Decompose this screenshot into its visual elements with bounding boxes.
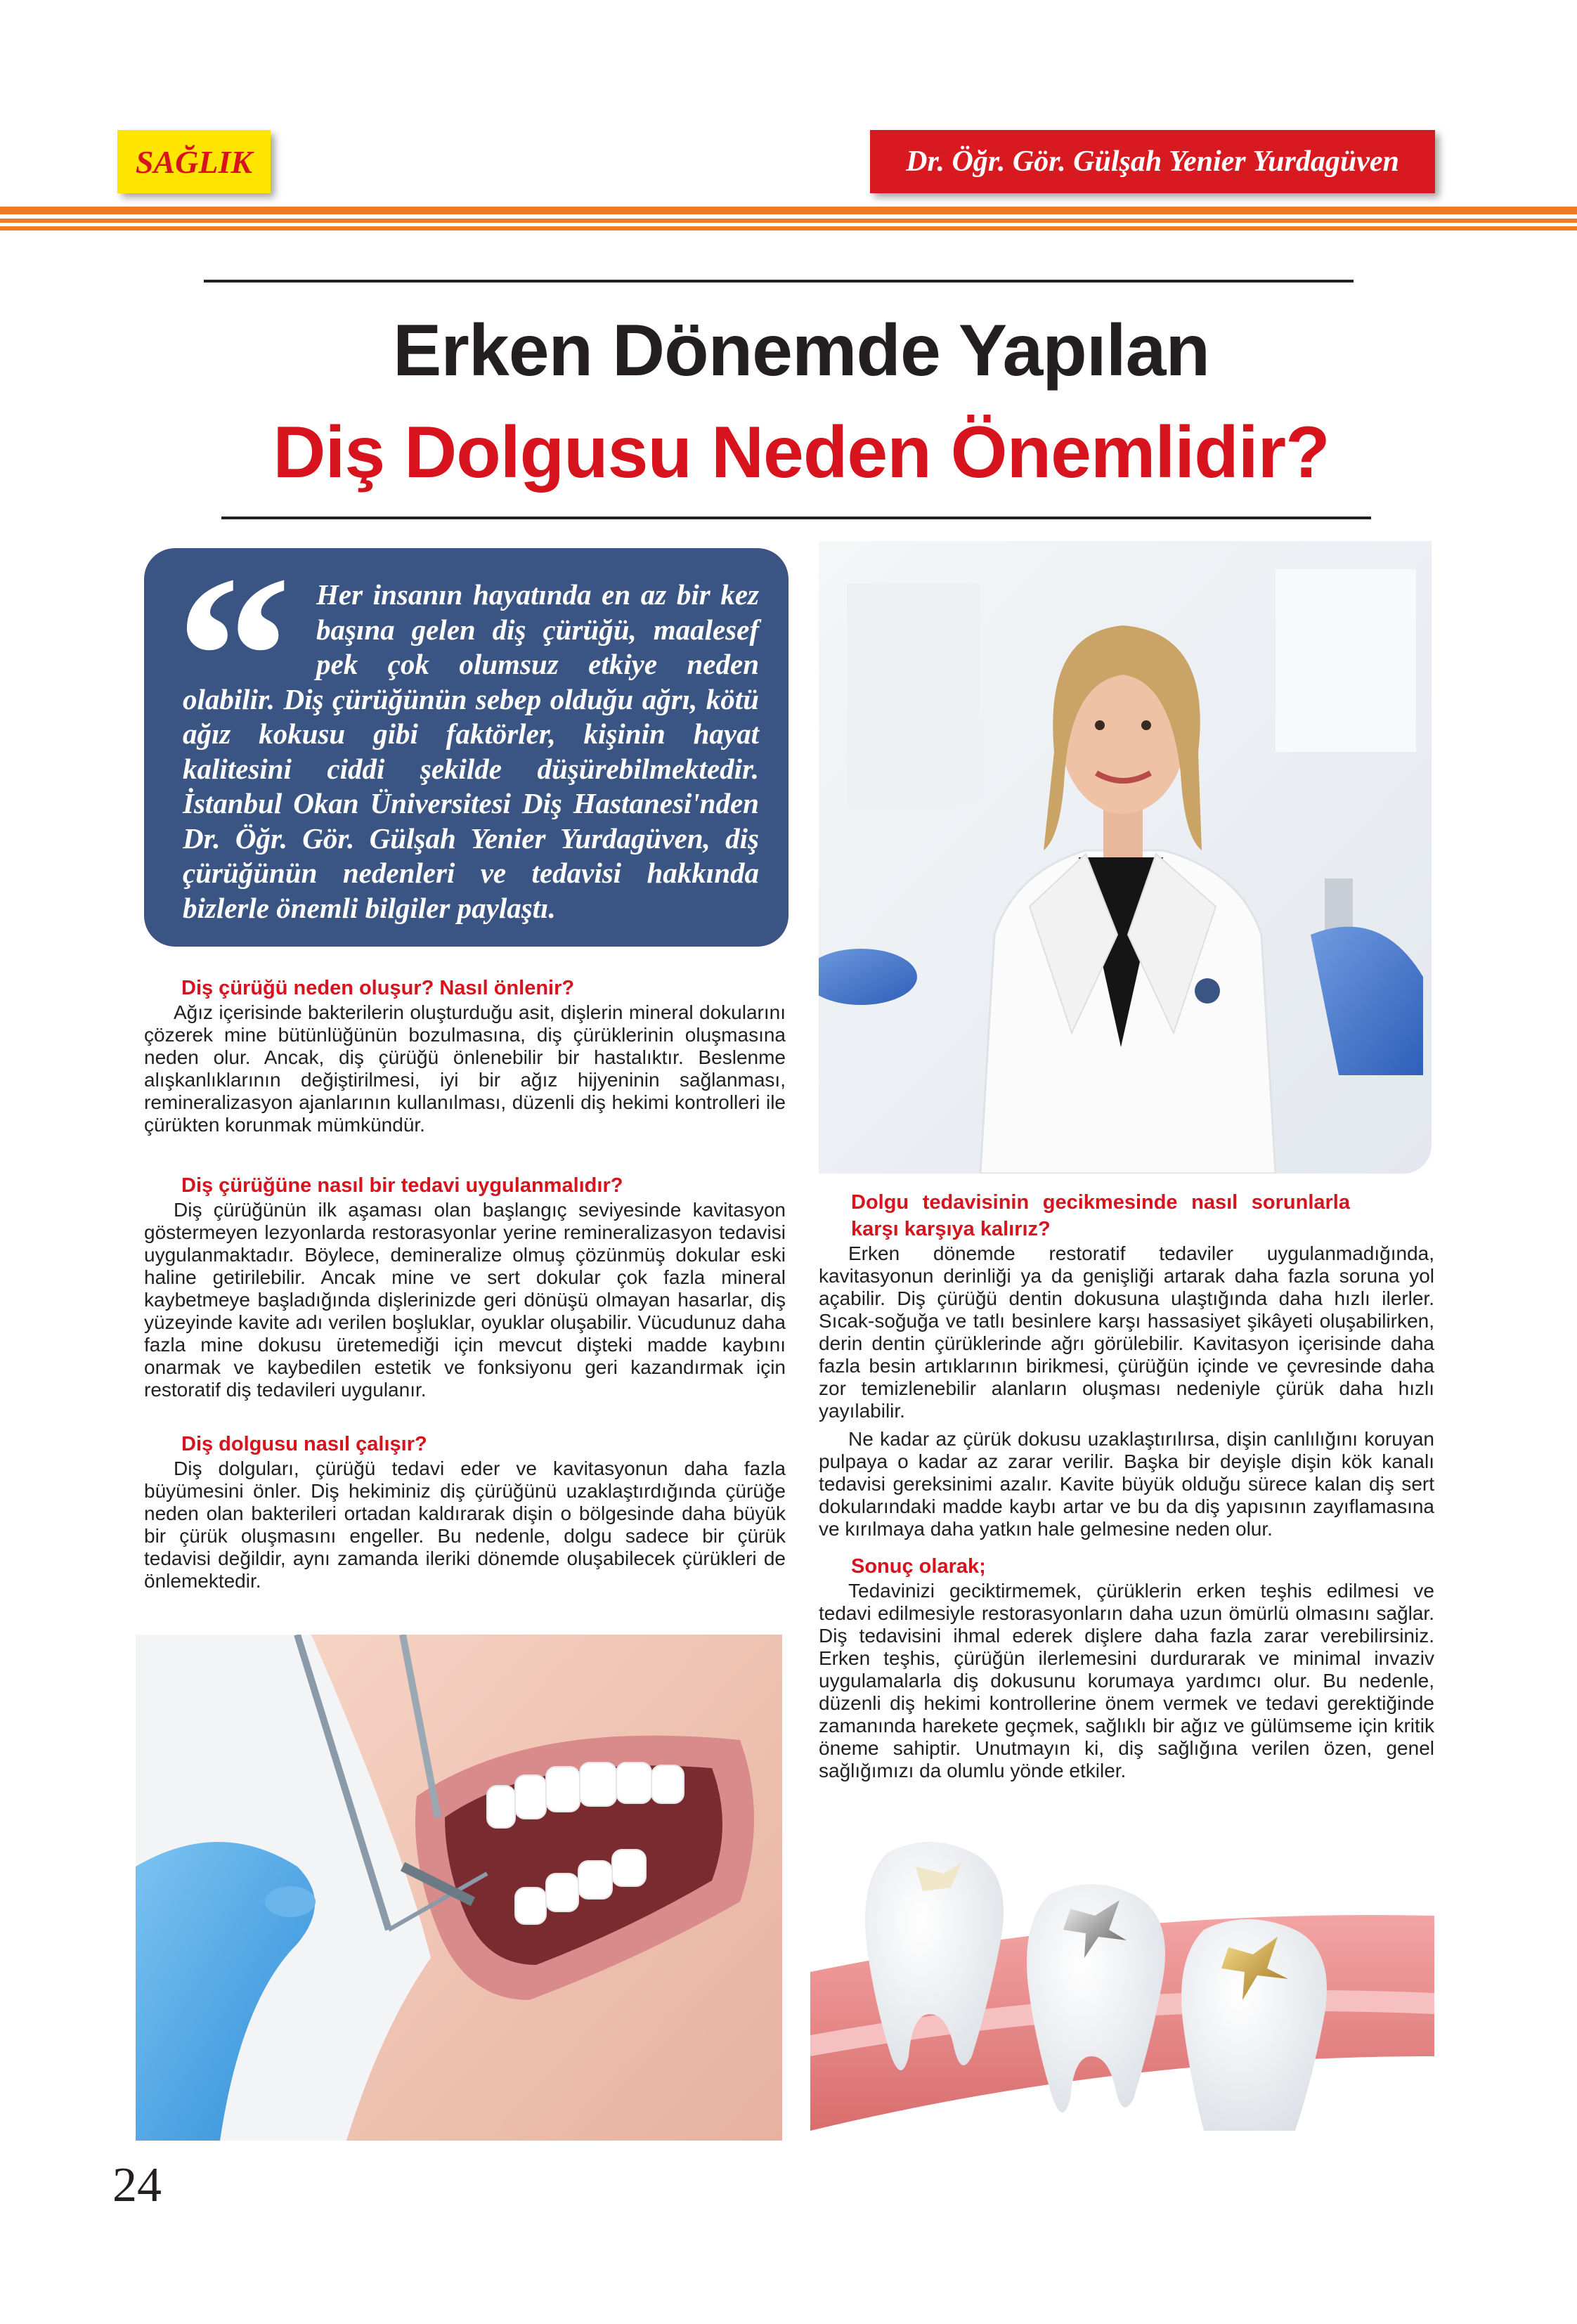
section-3-heading: Diş dolgusu nasıl çalışır? (181, 1433, 427, 1455)
title-rule-top (204, 280, 1354, 283)
section-5-paragraph: Tedavinizi geciktirmemek, çürüklerin erken teşhis edilmesi ve tedavi edilmesiyle restorasyonların daha uzun ömürlü olmasını sağlar. Diş tedavisini ihmal ederek dişlere daha fazla zarar verebilirsiniz. Erken teşhis, çürüğün ilerlemesini durdurarak ve minimal invaziv uygulamalarla diş dokusunu korumaya yardımcı olur. Bu nedenle, düzenli diş hekimi kontrollerine önem vermek ve tedavi gerektiğinde zamanında harekete geçmek, sağlıklı bir ağız ve gülümseme için kritik öneme sahiptir. Unutmayın ki, diş sağlığına verilen özen, genel sağlığımızı da olumlu yönde etkiler. (819, 1580, 1434, 1781)
section-1-paragraph: Ağız içerisinde bakterilerin oluşturduğu asit, dişlerin mineral dokularını çözerek mine bütünlüğünün bozulmasına, diş çürüklerinin oluşmasına neden olur. Ancak, diş çürüğü önlenebilir bir hastalıktır. Beslenme alışkanlıklarının değiştirilmesi, iyi bir ağız hijyeninin sağlanması, remineralizasyon ajanlarının kullanılması, düzenli diş hekimi kontrolleri ile çürükten korunmak mümkündür. (144, 1001, 786, 1136)
section-4-paragraph-2: Ne kadar az çürük dokusu uzaklaştırılırsa, dişin canlılığını koruyan pulpaya o kadar az zarar verilir. Başka bir deyişle dişin kök kanalı tedavisi gereksinimi azalır. Kavite büyük olduğu sürece kalan diş sert dokularındaki madde kaybı artar ve bu da diş yapısının zayıflamasına ve kırılmaya daha yatkın hale gelmesine neden olur. (819, 1428, 1434, 1540)
title-line-2: Diş Dolgusu Neden Önemlidir? (273, 412, 1330, 493)
section-4-heading: Dolgu tedavisinin gecikmesinde nasıl sorunlarla karşı karşıya kalırız? (851, 1191, 1350, 1240)
section-2-paragraph: Diş çürüğünün ilk aşaması olan başlangıç seviyesinde kavitasyon göstermeyen lezyonlarda restorasyonlar yerine remineralizasyon tedavisi uygulanmaktadır. Böylece, demineralize olmuş çözünmüş dokular eski haline getirilebilir. Ancak mine ve sert dokular çok fazla mineral kaybetmeye başladığında dişlerinizde geri dönüşü olmayan hasarlar, diş yüzeyinde kavite adı verilen boşluklar, oyuklar oluşabilir. Vücudunuz daha fazla mine dokusu üretemediği için mevcut dişteki madde kaybını onarmak ve kaybedilen estetik ve fonksiyonu geri kazandırmak için restoratif diş tedavileri uygulanır. (144, 1199, 786, 1401)
teeth-fillings-illustration (810, 1824, 1434, 2131)
author-tag: Dr. Öğr. Gör. Gülşah Yenier Yurdagüven (870, 130, 1435, 193)
section-5 (819, 1553, 1434, 1782)
section-2 (144, 1172, 786, 1401)
dental-exam-illustration (136, 1635, 782, 2141)
teeth-fillings-photo (810, 1824, 1434, 2131)
section-2-heading: Diş çürüğüne nasıl bir tedavi uygulanmalıdır? (181, 1174, 623, 1197)
title-rule-bottom (221, 517, 1371, 519)
section-5-heading: Sonuç olarak; (851, 1555, 986, 1578)
section-tag: SAĞLIK (117, 130, 271, 193)
header-stripe-mid (0, 219, 1577, 223)
title-line-1: Erken Dönemde Yapılan (393, 310, 1209, 391)
section-3-paragraph: Diş dolguları, çürüğü tedavi eder ve kavitasyonun daha fazla büyümesini önler. Diş hekiminiz diş çürüğünü uzaklaştırdığında çürüğe neden olan bakterileri ortadan kaldırarak dişin o bölgesinde daha büyük bir çürük oluşmasını engeller. Bu nedenle, dolgu sadece bir çürük tedavisi değildir, aynı zamanda ileriki dönemde oluşabilecek çürükleri de önlemektedir. (144, 1458, 786, 1592)
header-stripe-bottom (0, 226, 1577, 231)
section-4 (819, 1189, 1434, 1540)
header-stripe-top (0, 207, 1577, 214)
section-1-heading: Diş çürüğü neden oluşur? Nasıl önlenir? (181, 977, 575, 999)
quote-text: Her insanın hayatında en az bir kez başına gelen diş çürüğü, maalesef pek çok olumsuz etkiye neden olabilir. Diş çürüğünün sebep olduğu ağrı, kötü ağız kokusu gibi faktörler, kişinin hayat kalitesini ciddi şekilde düşürebilmektedir. İstanbul Okan Üniversitesi Diş Hastanesi'nden Dr. Öğr. Gör. Gülşah Yenier Yurdagüven, diş çürüğünün nedenleri ve tedavisi hakkında bizlerle önemli bilgiler paylaştı. (183, 578, 759, 924)
doctor-illustration (819, 541, 1432, 1174)
dental-exam-photo (136, 1635, 782, 2141)
page-number: 24 (112, 2158, 162, 2212)
section-4-paragraph-1: Erken dönemde restoratif tedaviler uygulanmadığında, kavitasyonun derinliği ya da genişliği artarak daha fazla soruna yol açabilir. Diş çürüğü dentin dokusuna ulaştığında daha hızlı ilerler. Sıcak-soğuğa ve tatlı besinlere karşı hassasiyet şikâyeti oluşabilirken, derin dentin çürüklerinde ağrı görülebilir. Kavitasyon içerisinde daha fazla besin artıklarının birikmesi, çürüğün içinde ve çevresinde daha zor temizlenebilir alanların oluşması nedeniyle çürük daha hızlı yayılabilir. (819, 1242, 1434, 1422)
section-3 (144, 1431, 786, 1592)
quote-mark-icon: “ (176, 528, 292, 785)
section-1 (144, 975, 786, 1136)
doctor-photo (819, 541, 1432, 1174)
